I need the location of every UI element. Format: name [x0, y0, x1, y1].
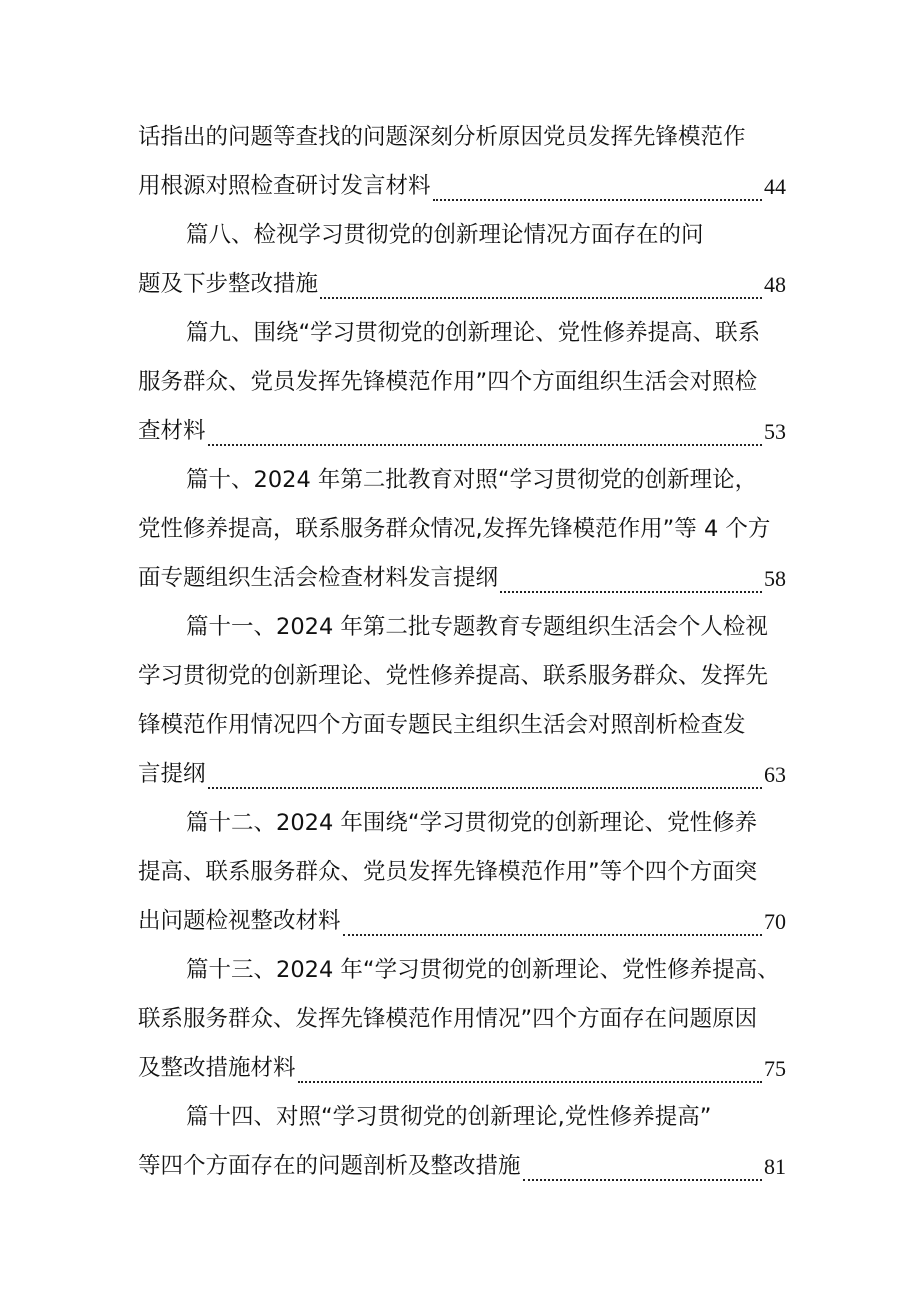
toc-entry-text: 话指出的问题等查找的问题深刻分析原因党员发挥先锋模范作 — [138, 124, 746, 150]
toc-entry[interactable] — [138, 946, 786, 1093]
toc-entry-text: 篇十三、2024 年“学习贯彻党的创新理论、党性修养提高、 — [186, 957, 780, 983]
toc-page-number: 58 — [764, 566, 786, 591]
toc-entry-text: 及整改措施材料 — [138, 1055, 296, 1081]
toc-entry-line — [138, 1044, 786, 1093]
toc-entry-text: 等四个方面存在的问题剖析及整改措施 — [138, 1153, 521, 1179]
toc-entry-text: 出问题检视整改材料 — [138, 908, 341, 934]
toc-entry[interactable] — [138, 211, 786, 309]
toc-entry-line — [138, 309, 786, 358]
toc-entry-line — [138, 358, 786, 407]
toc-entry-line — [138, 701, 786, 750]
dot-leader — [208, 407, 762, 456]
toc-page-number: 44 — [764, 174, 786, 199]
toc-entry-line — [138, 162, 786, 211]
toc-entry-text: 服务群众、党员发挥先锋模范作用”四个方面组织生活会对照检 — [138, 369, 758, 395]
toc-entry-line — [138, 897, 786, 946]
dot-leader — [500, 554, 762, 603]
toc-entry-line — [138, 799, 786, 848]
toc-entry-line — [138, 505, 786, 554]
toc-entry-line — [138, 848, 786, 897]
dot-leader — [298, 1044, 762, 1093]
toc-entry-line — [138, 554, 786, 603]
toc-entry-line — [138, 113, 786, 162]
toc-entry-text: 篇九、围绕“学习贯彻党的创新理论、党性修养提高、联系 — [186, 320, 761, 346]
toc-entry-line — [138, 260, 786, 309]
toc-entry-text: 党性修养提高，联系服务群众情况,发挥先锋模范作用”等 4 个方 — [138, 516, 771, 542]
toc-page-number: 53 — [764, 419, 786, 444]
toc-entry-line — [138, 1093, 786, 1142]
toc-entry-text: 学习贯彻党的创新理论、党性修养提高、联系服务群众、发挥先 — [138, 663, 769, 689]
toc-entry-text: 题及下步整改措施 — [138, 271, 319, 297]
toc-entry-line — [138, 1142, 786, 1191]
toc-entry-line — [138, 750, 786, 799]
toc-entry-text: 篇十四、对照“学习贯彻党的创新理论,党性修养提高” — [186, 1104, 712, 1130]
toc-page-number: 70 — [764, 909, 786, 934]
toc-entry-text: 查材料 — [138, 418, 206, 444]
toc-entry-line — [138, 995, 786, 1044]
toc-entry-text: 用根源对照检查研讨发言材料 — [138, 173, 431, 199]
toc-entry-text: 提高、联系服务群众、党员发挥先锋模范作用”等个四个方面突 — [138, 859, 758, 885]
toc-entry-text: 篇八、检视学习贯彻党的创新理论情况方面存在的问 — [186, 222, 704, 248]
toc-entry[interactable] — [138, 603, 786, 799]
toc-entry-line — [138, 456, 786, 505]
toc-entry[interactable] — [138, 309, 786, 456]
toc-entry-line — [138, 652, 786, 701]
dot-leader — [433, 162, 762, 211]
toc-entry-text: 篇十二、2024 年围绕“学习贯彻党的创新理论、党性修养 — [186, 810, 758, 836]
dot-leader — [343, 897, 762, 946]
toc-entry-text: 篇十、2024 年第二批教育对照“学习贯彻党的创新理论， — [186, 467, 758, 493]
toc-entry-text: 言提纲 — [138, 761, 206, 787]
toc-entry-text: 篇十一、2024 年第二批专题教育专题组织生活会个人检视 — [186, 614, 768, 640]
toc-entry[interactable] — [138, 113, 786, 211]
toc-entry[interactable] — [138, 799, 786, 946]
dot-leader — [320, 260, 762, 309]
toc-page-number: 63 — [764, 762, 786, 787]
toc-entry-line — [138, 407, 786, 456]
toc-page-number: 48 — [764, 272, 786, 297]
toc-page-number: 81 — [764, 1154, 786, 1179]
toc-entry-line — [138, 946, 786, 995]
toc-entry[interactable] — [138, 456, 786, 603]
toc-entry-text: 联系服务群众、发挥先锋模范作用情况”四个方面存在问题原因 — [138, 1006, 758, 1032]
toc-entry-line — [138, 603, 786, 652]
dot-leader — [523, 1142, 762, 1191]
toc-entry-text: 锋模范作用情况四个方面专题民主组织生活会对照剖析检查发 — [138, 712, 746, 738]
toc-entry[interactable] — [138, 1093, 786, 1191]
toc-entry-text: 面专题组织生活会检查材料发言提纲 — [138, 565, 499, 591]
table-of-contents — [138, 113, 786, 1191]
toc-page-number: 75 — [764, 1056, 786, 1081]
toc-entry-line — [138, 211, 786, 260]
dot-leader — [208, 750, 762, 799]
